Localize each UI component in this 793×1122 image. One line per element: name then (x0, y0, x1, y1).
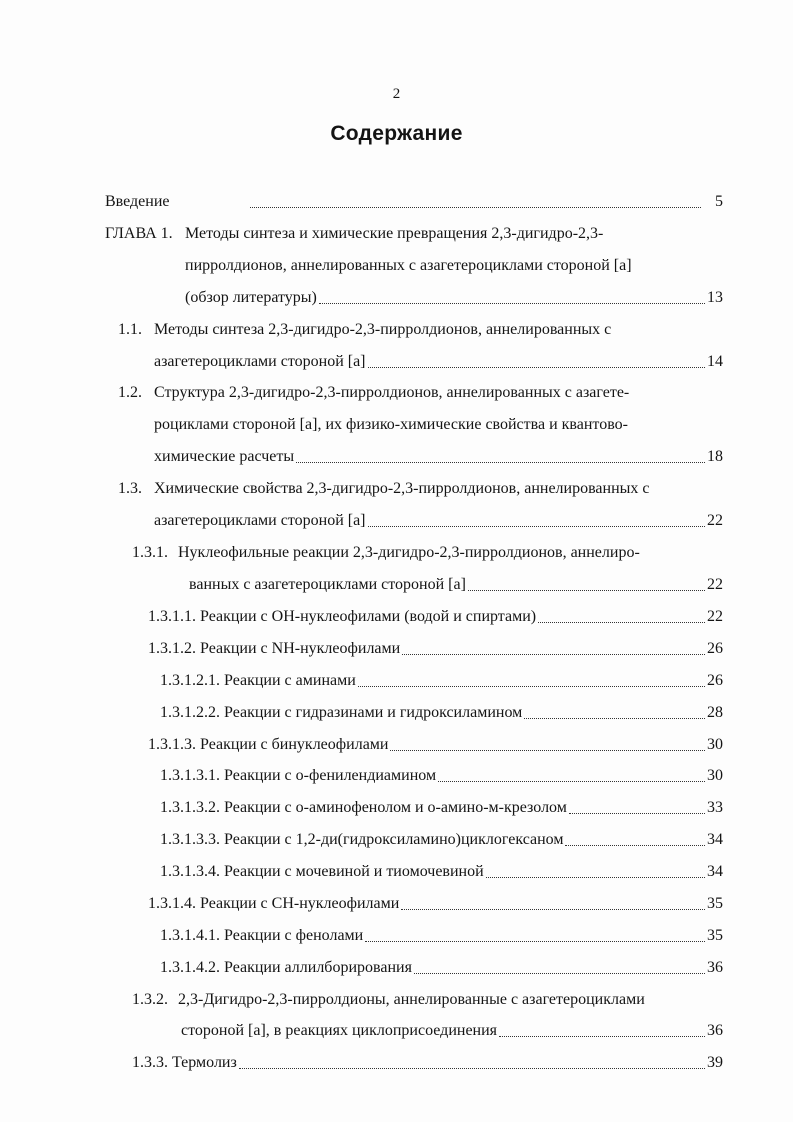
toc-entry (148, 733, 723, 757)
toc-entry (160, 669, 723, 693)
page-title: Содержание (330, 122, 463, 145)
toc-entry-number: 1.3.2. (132, 991, 168, 1008)
toc-entry (118, 381, 723, 405)
toc-entry (148, 892, 723, 916)
dot-leader (358, 669, 705, 687)
toc-entry-title: Методы синтеза 2,3-дигидро-2,3-пирролдионов, аннелированных с (154, 321, 612, 338)
dot-leader (538, 605, 705, 623)
toc-entry-page: 39 (707, 1054, 723, 1071)
toc-entry-title: Введение (105, 193, 170, 210)
dot-leader (390, 733, 705, 751)
dot-leader (414, 956, 705, 974)
toc-entry-title: Химические свойства 2,3-дигидро-2,3-пирролдионов, аннелированных с (154, 480, 650, 497)
dot-leader (368, 350, 705, 368)
toc-entry-page: 36 (707, 959, 723, 976)
toc-entry-title: 2,3-Дигидро-2,3-пирролдионы, аннелированные с азагетероциклами (178, 991, 645, 1008)
toc-entry (185, 254, 723, 278)
toc-entry (148, 637, 723, 661)
toc-entry (154, 445, 723, 469)
toc-entry-page: 26 (707, 672, 723, 689)
toc-entry-page: 22 (707, 576, 723, 593)
toc-entry-number: 1.2. (118, 384, 142, 401)
toc-entry-title: 1.3.1.3. Реакции с бинуклеофилами (148, 736, 389, 753)
toc-entry (132, 1051, 723, 1075)
toc-entry-page: 14 (707, 353, 723, 370)
toc-entry-page: 33 (707, 799, 723, 816)
dot-leader (499, 1019, 705, 1037)
toc-entry-title: роциклами стороной [a], их физико-химические свойства и квантово- (154, 416, 628, 433)
toc-entry (118, 477, 723, 501)
toc-entry (154, 350, 723, 374)
toc-entry (132, 988, 723, 1012)
toc-entry (118, 318, 723, 342)
toc-entry-page: 22 (707, 608, 723, 625)
toc-entry-page: 28 (707, 704, 723, 721)
toc-entry-page: 5 (715, 193, 723, 210)
toc-entry-title: 1.3.1.1. Реакции с ОН-нуклеофилами (водой и спиртами) (148, 608, 537, 625)
toc-entry-number: 1.3. (118, 480, 142, 497)
toc-entry-title: Методы синтеза и химические превращения 2,3-дигидро-2,3- (185, 225, 604, 242)
toc-entry-page: 35 (707, 927, 723, 944)
toc-entry-title: азагетероциклами стороной [a] (154, 512, 366, 529)
toc-entry (132, 541, 723, 565)
toc-entry-page: 35 (707, 895, 723, 912)
toc-entry-title: 1.3.1.4.1. Реакции с фенолами (160, 927, 364, 944)
toc-entry-page: 26 (707, 640, 723, 657)
toc-entry (154, 413, 723, 437)
toc-entry-page: 18 (707, 448, 723, 465)
toc-entry-title: ванных с азагетероциклами стороной [a] (189, 576, 466, 593)
toc-entry-number: 1.1. (118, 321, 142, 338)
toc-entry (105, 222, 723, 246)
dot-leader (402, 637, 705, 655)
toc-entry-page: 22 (707, 512, 723, 529)
toc-entry (160, 796, 723, 820)
toc-entry-title: 1.3.1.4.2. Реакции аллилборирования (160, 959, 412, 976)
dot-leader (438, 764, 705, 782)
toc-entry-page: 13 (707, 289, 723, 306)
toc-entry-title: 1.3.1.2. Реакции с NH-нуклеофилами (148, 640, 401, 657)
dot-leader (365, 924, 705, 942)
toc-entry-number: ГЛАВА 1. (105, 225, 173, 242)
toc-entry (160, 764, 723, 788)
toc-entry-title: 1.3.1.4. Реакции с СН-нуклеофилами (148, 895, 400, 912)
toc-entry-page: 36 (707, 1022, 723, 1039)
toc-entry-title: 1.3.1.3.4. Реакции с мочевиной и тиомочевиной (160, 863, 484, 880)
toc-entry-title: 1.3.1.2.2. Реакции с гидразинами и гидроксиламином (160, 704, 523, 721)
toc-entry (105, 190, 723, 214)
dot-leader (250, 190, 702, 208)
dot-leader (296, 445, 705, 463)
page-number: 2 (392, 86, 401, 102)
toc-entry-title: 1.3.3. Термолиз (132, 1054, 237, 1071)
toc-entry (160, 828, 723, 852)
toc-entry (189, 573, 723, 597)
toc-entry-title: Структура 2,3-дигидро-2,3-пирролдионов, аннелированных с азагете- (154, 384, 630, 401)
toc-entry (181, 1019, 723, 1043)
toc-entry-title: 1.3.1.3.1. Реакции с о-фенилендиамином (160, 767, 437, 784)
dot-leader (319, 286, 705, 304)
dot-leader (468, 573, 705, 591)
toc-entry (154, 509, 723, 533)
dot-leader (239, 1051, 705, 1069)
toc-entry-title: Нуклеофильные реакции 2,3-дигидро-2,3-пирролдионов, аннелиро- (178, 544, 640, 561)
toc-entry (160, 956, 723, 980)
toc-entry-page: 34 (707, 831, 723, 848)
toc-entry-title: химические расчеты (154, 448, 295, 465)
dot-leader (565, 828, 705, 846)
dot-leader (524, 701, 705, 719)
toc-entry (185, 286, 723, 310)
dot-leader (401, 892, 705, 910)
toc-entry (148, 605, 723, 629)
toc-entry-title: 1.3.1.3.3. Реакции с 1,2-ди(гидроксиламино)циклогексаном (160, 831, 564, 848)
toc-entry (160, 924, 723, 948)
toc-entry (160, 701, 723, 725)
toc-entry (160, 860, 723, 884)
toc-entry-title: 1.3.1.3.2. Реакции с о-аминофенолом и о-амино-м-крезолом (160, 799, 567, 816)
toc-entry-title: стороной [a], в реакциях циклоприсоединения (181, 1022, 498, 1039)
dot-leader (368, 509, 705, 527)
toc-entry-title: (обзор литературы) (185, 289, 317, 306)
toc-entry-title: пирролдионов, аннелированных с азагетероциклами стороной [a] (185, 257, 632, 274)
toc-entry-page: 34 (707, 863, 723, 880)
toc-entry-page: 30 (707, 767, 723, 784)
toc-entry-page: 30 (707, 736, 723, 753)
dot-leader (486, 860, 705, 878)
dot-leader (569, 796, 705, 814)
toc-entry-number: 1.3.1. (132, 544, 168, 561)
toc-entry-title: 1.3.1.2.1. Реакции с аминами (160, 672, 356, 689)
toc-entry-title: азагетероциклами стороной [a] (154, 353, 366, 370)
